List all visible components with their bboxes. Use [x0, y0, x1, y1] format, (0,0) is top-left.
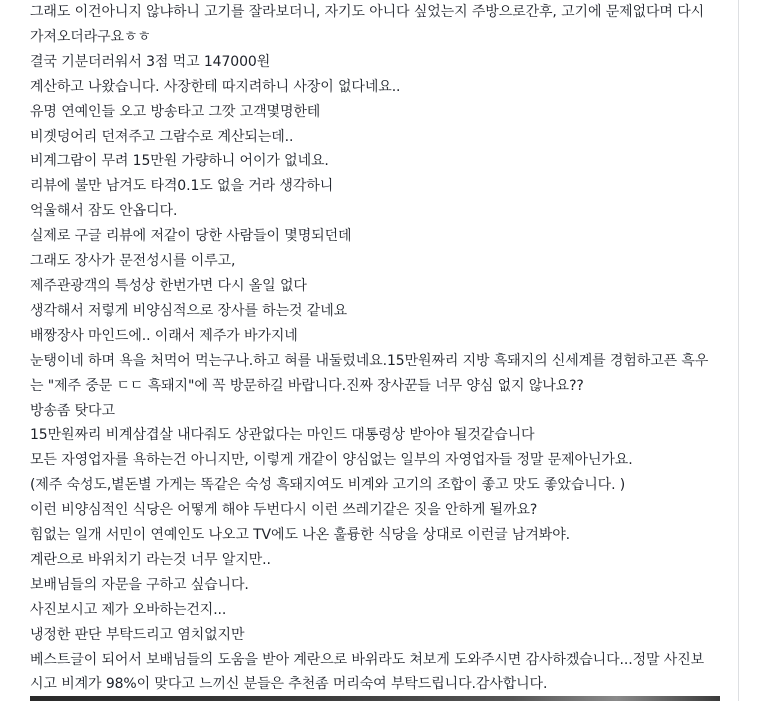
post-line: 그래도 이건아니지 않냐하니 고기를 잘라보더니, 자기도 아니다 싶었는지 주방으로간후, 고기에 문제없다며 다시: [30, 4, 705, 20]
post-line: 가져오더라구요ㅎㅎ: [30, 28, 151, 45]
attached-photo-edge[interactable]: [30, 696, 720, 701]
post-line: 억울해서 잠도 안옵디다.: [30, 203, 178, 220]
post-line: 사진보시고 제가 오바하는건지...: [30, 601, 227, 618]
post-line: 유명 연예인들 오고 방송타고 그깟 고객몇명한테: [30, 103, 321, 120]
post-line: 시고 비계가 98%이 맞다고 느끼신 분들은 추천좀 머리숙여 부탁드립니다.감사합니다.: [30, 676, 548, 693]
post-line: 계산하고 나왔습니다. 사장한테 따지려하니 사장이 없다네요..: [30, 78, 401, 95]
post-line: 비곗덩어리 던져주고 그람수로 계산되는데..: [30, 128, 294, 145]
post-line: 제주관광객의 특성상 한번가면 다시 올일 없다: [30, 277, 307, 294]
content-right-border: [738, 0, 739, 701]
post-body: [30, 0, 720, 697]
post-line: 힘없는 일개 서민이 연예인도 나오고 TV에도 나온 훌륭한 식당을 상대로 이런글 남겨봐야.: [30, 527, 570, 544]
post-line: (제주 숙성도,볕돈별 가게는 똑같은 숙성 흑돼지여도 비계와 고기의 조합이 좋고 맛도 좋았습니다. ): [30, 477, 626, 494]
post-line: 그래도 장사가 문전성시를 이루고,: [30, 253, 236, 270]
post-line: 모든 자영업자를 욕하는건 아니지만, 이렇게 개같이 양심없는 일부의 자영업자들 정말 문제아닌가요.: [30, 452, 633, 469]
post-line: 는 "제주 중문 ㄷㄷ 흑돼지"에 꼭 방문하길 바랍니다.진짜 장사꾼들 너무 양심 없지 않나요??: [30, 377, 584, 394]
post-line: 베스트글이 되어서 보배님들의 도움을 받아 계란으로 바위라도 쳐보게 도와주시면 감사하겠습니다...정말 사진보: [30, 651, 705, 668]
post-line: 냉정한 판단 부탁드리고 염치없지만: [30, 626, 245, 643]
post-line: 15만원짜리 비계삼겹살 내다줘도 상관없다는 마인드 대통령상 받아야 될것같습니다: [30, 427, 535, 444]
post-line: 비계그람이 무려 15만원 가량하니 어이가 없네요.: [30, 153, 329, 170]
post-line: 눈탱이네 하며 욕을 처먹어 먹는구나.하고 혀를 내둘렀네요.15만원짜리 지방 흑돼지의 신세계를 경험하고픈 흑우: [30, 352, 709, 369]
post-line: 생각해서 저렇게 비양심적으로 장사를 하는것 같네요: [30, 302, 348, 319]
post-line: 결국 기분더러워서 3점 먹고 147000원: [30, 53, 271, 70]
post-line: 계란으로 바위치기 라는것 너무 알지만..: [30, 551, 271, 568]
post-line: 이런 비양심적인 식당은 어떻게 해야 두번다시 이런 쓰레기같은 짓을 안하게 될까요?: [30, 502, 538, 519]
post-line: 리뷰에 불만 남겨도 타격0.1도 없을 거라 생각하니: [30, 178, 334, 195]
post-line: 방송좀 탓다고: [30, 402, 115, 419]
post-line: 실제로 구글 리뷰에 저같이 당한 사람들이 몇명되던데: [30, 228, 352, 245]
post-line: 배짱장사 마인드에.. 이래서 제주가 바가지네: [30, 327, 298, 344]
post-line: 보배님들의 자문을 구하고 싶습니다.: [30, 576, 249, 593]
